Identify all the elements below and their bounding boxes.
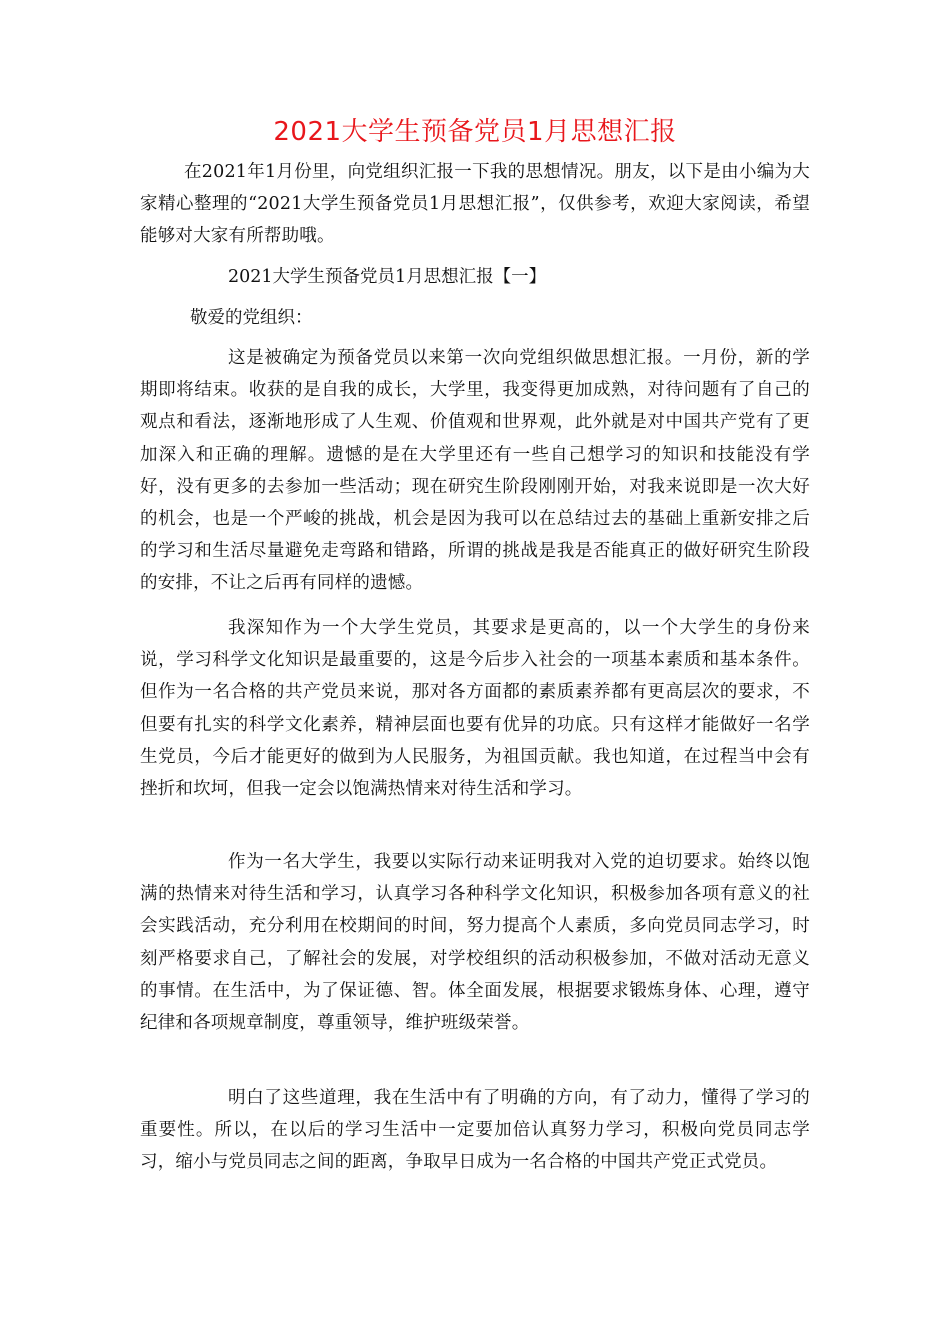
body-paragraph-1: 这是被确定为预备党员以来第一次向党组织做思想汇报。一月份，新的学期即将结束。收获的是自我的成长，大学里，我变得更加成熟，对待问题有了自己的观点和看法，逐渐地形成了人生观、价值观和世界观，此外就是对中国共产党有了更加深入和正确的理解。遗憾的是在大学里还有一些自己想学习的知识和技能没有学好，没有更多的去参加一些活动；现在研究生阶段刚刚开始，对我来说即是一次大好的机会，也是一个严峻的挑战，机会是因为我可以在总结过去的基础上重新安排之后的学习和生活尽量避免走弯路和错路，所谓的挑战是我是否能真正的做好研究生阶段的安排，不让之后再有同样的遗憾。 bbox=[140, 348, 810, 594]
intro-paragraph: 在2021年1月份里，向党组织汇报一下我的思想情况。朋友，以下是由小编为大家精心整理的“2021大学生预备党员1月思想汇报”，仅供参考，欢迎大家阅读，希望能够对大家有所帮助哦。 bbox=[140, 162, 810, 247]
body-paragraph-2: 我深知作为一个大学生党员，其要求是更高的，以一个大学生的身份来说，学习科学文化知识是最重要的，这是今后步入社会的一项基本素质和基本条件。但作为一名合格的共产党员来说，那对各方面都的素质素养都有更高层次的要求，不但要有扎实的科学文化素养，精神层面也要有优异的功底。只有这样才能做好一名学生党员，今后才能更好的做到为人民服务，为祖国贡献。我也知道，在过程当中会有挫折和坎坷，但我一定会以饱满热情来对待生活和学习。 bbox=[140, 618, 810, 800]
body-paragraph-3: 作为一名大学生，我要以实际行动来证明我对入党的迫切要求。始终以饱满的热情来对待生活和学习，认真学习各种科学文化知识，积极参加各项有意义的社会实践活动，充分利用在校期间的时间，努力提高个人素质，多向党员同志学习，时刻严格要求自己，了解社会的发展，对学校组织的活动积极参加，不做对活动无意义的事情。在生活中，为了保证德、智。体全面发展，根据要求锻炼身体、心理，遵守纪律和各项规章制度，尊重领导，维护班级荣誉。 bbox=[140, 852, 810, 1034]
salutation: 敬爱的党组织： bbox=[190, 308, 313, 328]
document-title: 2021大学生预备党员1月思想汇报 bbox=[273, 117, 677, 147]
body-paragraph-4: 明白了这些道理，我在生活中有了明确的方向，有了动力，懂得了学习的重要性。所以，在以后的学习生活中一定要加倍认真努力学习，积极向党员同志学习，缩小与党员同志之间的距离，争取早日成为一名合格的中国共产党正式党员。 bbox=[140, 1088, 810, 1173]
section-subheading: 2021大学生预备党员1月思想汇报【一】 bbox=[228, 267, 547, 287]
